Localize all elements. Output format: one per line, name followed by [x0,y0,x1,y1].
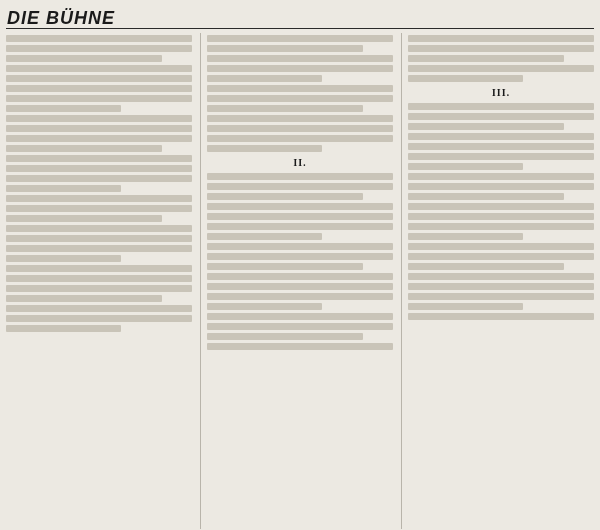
article-body-block [408,35,594,82]
text-columns [6,33,594,529]
column-1 [6,33,192,529]
section-heading: II. [293,158,307,169]
section-title: DIE BÜHNE [7,8,116,28]
column-3 [401,33,594,529]
page-header [6,4,594,29]
article-body-block [207,35,393,152]
article-body-block [207,173,393,350]
article-body-block [408,103,594,320]
article-body-block [6,35,192,332]
section-heading: III. [491,88,511,99]
column-2 [200,33,393,529]
